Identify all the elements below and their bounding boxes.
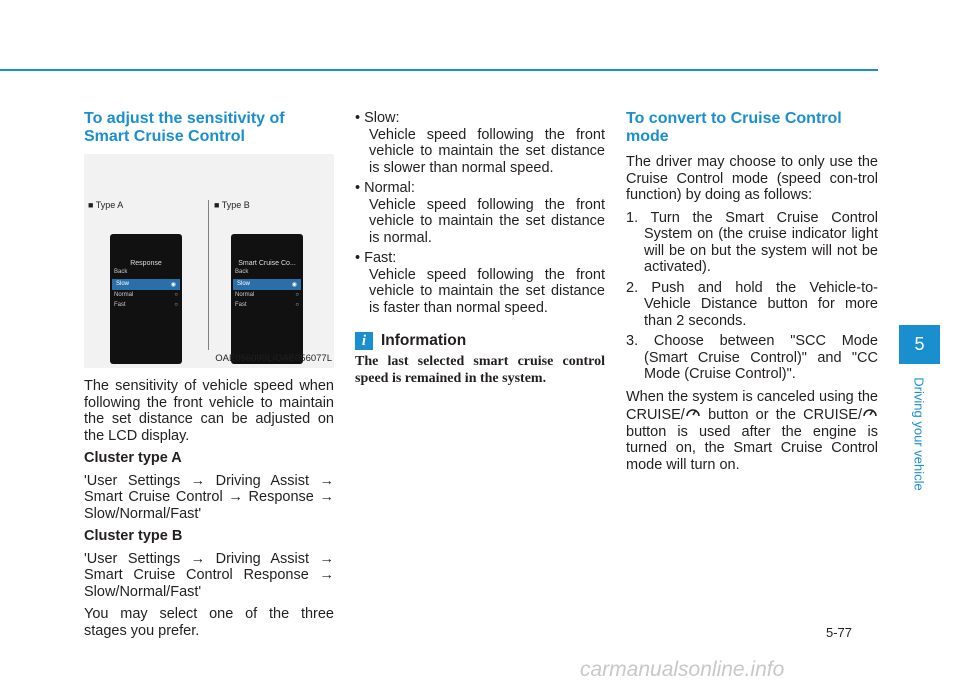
cluster-screen-type-b bbox=[231, 234, 303, 364]
fast-bullet: • Fast: bbox=[355, 250, 397, 266]
step-item: 3. Choose between "SCC Mode (Smart Cruise Control)" and "CC Mode (Cruise Control)". bbox=[626, 333, 878, 382]
row-label: Fast bbox=[114, 302, 126, 308]
closing-part-1: When the system is canceled using the CRUISE/ bbox=[626, 388, 878, 423]
chapter-label-text: Driving your vehicle bbox=[911, 377, 927, 491]
cluster-b-path: 'User Settings → Driving Assist → Smart Cruise Control Response → Slow/Normal/Fast' bbox=[84, 550, 334, 600]
cluster-figure bbox=[84, 154, 334, 368]
normal-bullet: • Normal: bbox=[355, 180, 415, 196]
normal-description: Vehicle speed following the front vehicle to maintain the set distance is normal. bbox=[369, 196, 605, 246]
screen-b-row-slow bbox=[233, 279, 301, 290]
fast-description: Vehicle speed following the front vehicle to maintain the set distance is faster than normal speed. bbox=[369, 266, 605, 316]
radio-icon: ○ bbox=[174, 302, 178, 308]
page-number: 5-77 bbox=[826, 625, 853, 640]
screen-a-back bbox=[110, 267, 182, 277]
figure-label-type-a: ■ Type A bbox=[88, 200, 124, 210]
sensitivity-paragraph: The sensitivity of vehicle speed when following the front vehicle to maintain the set distance can be adjusted on the LCD display. bbox=[84, 378, 334, 444]
info-icon: i bbox=[355, 332, 373, 350]
figure-code: OAE056099L/OAE056077L bbox=[215, 353, 332, 364]
cluster-b-heading: Cluster type B bbox=[84, 528, 183, 544]
figure-label-type-b: ■ Type B bbox=[214, 200, 250, 210]
back-label: Back bbox=[235, 269, 249, 275]
chapter-tab: 5 bbox=[899, 325, 940, 364]
closing-part-3: button is used after the engine is turned on, the Smart Cruise Control mode will turn on. bbox=[626, 423, 878, 473]
radio-selected-icon: ◉ bbox=[291, 282, 297, 288]
information-text: The last selected smart cruise control speed is remained in the system. bbox=[355, 354, 605, 386]
screen-a-row-slow bbox=[112, 279, 180, 290]
screen-b-row-normal bbox=[231, 290, 303, 300]
radio-icon: ○ bbox=[174, 292, 178, 298]
chapter-label bbox=[896, 370, 942, 498]
cluster-screen-type-a bbox=[110, 234, 182, 364]
radio-icon: ○ bbox=[295, 292, 299, 298]
slow-bullet: • Slow: bbox=[355, 110, 400, 126]
screen-a-row-fast bbox=[110, 300, 182, 310]
screen-a-title: Response bbox=[130, 260, 162, 267]
cruise-speedometer-icon bbox=[685, 405, 701, 419]
column-3 bbox=[626, 110, 878, 479]
slow-description: Vehicle speed following the front vehicle to maintain the set distance is slower than normal speed. bbox=[369, 126, 605, 176]
convert-heading: To convert to Cruise Control mode bbox=[626, 110, 842, 145]
step-item: 2. Push and hold the Vehicle-to-Vehicle Distance button for more than 2 seconds. bbox=[626, 279, 878, 329]
screen-a-row-normal bbox=[110, 290, 182, 300]
row-label: Normal bbox=[114, 292, 134, 298]
convert-closing bbox=[626, 389, 878, 474]
top-rule bbox=[0, 69, 878, 71]
information-header bbox=[355, 332, 605, 350]
row-label: Slow bbox=[237, 281, 251, 287]
radio-selected-icon: ◉ bbox=[170, 282, 176, 288]
cruise-speedometer-icon bbox=[862, 405, 878, 419]
row-label: Fast bbox=[235, 302, 247, 308]
sensitivity-heading: To adjust the sensitivity of Smart Cruise Control bbox=[84, 110, 285, 145]
screen-b-row-fast bbox=[231, 300, 303, 310]
radio-icon: ○ bbox=[295, 302, 299, 308]
stages-paragraph: You may select one of the three stages you prefer. bbox=[84, 606, 334, 639]
row-label: Slow bbox=[116, 281, 130, 287]
closing-part-2: button or the CRUISE/ bbox=[700, 407, 862, 423]
screen-b-back bbox=[231, 267, 303, 277]
figure-divider bbox=[208, 200, 209, 350]
column-1 bbox=[84, 110, 334, 645]
cluster-a-path: 'User Settings → Driving Assist → Smart Cruise Control → Response → Slow/Normal/Fast' bbox=[84, 472, 334, 522]
information-title: Information bbox=[381, 332, 467, 349]
step-item: 1. Turn the Smart Cruise Control System on (the cruise indicator light will be on but the system will not be activated). bbox=[626, 209, 878, 275]
column-2 bbox=[355, 110, 605, 387]
convert-intro: The driver may choose to only use the Cruise Control mode (speed con-trol function) by doing as follows: bbox=[626, 154, 878, 203]
convert-steps bbox=[626, 210, 878, 383]
row-label: Normal bbox=[235, 292, 255, 298]
back-label: Back bbox=[114, 269, 128, 275]
cluster-a-heading: Cluster type A bbox=[84, 450, 182, 466]
screen-b-title: Smart Cruise Co... bbox=[238, 260, 296, 267]
watermark: carmanualsonline.info bbox=[580, 658, 785, 681]
